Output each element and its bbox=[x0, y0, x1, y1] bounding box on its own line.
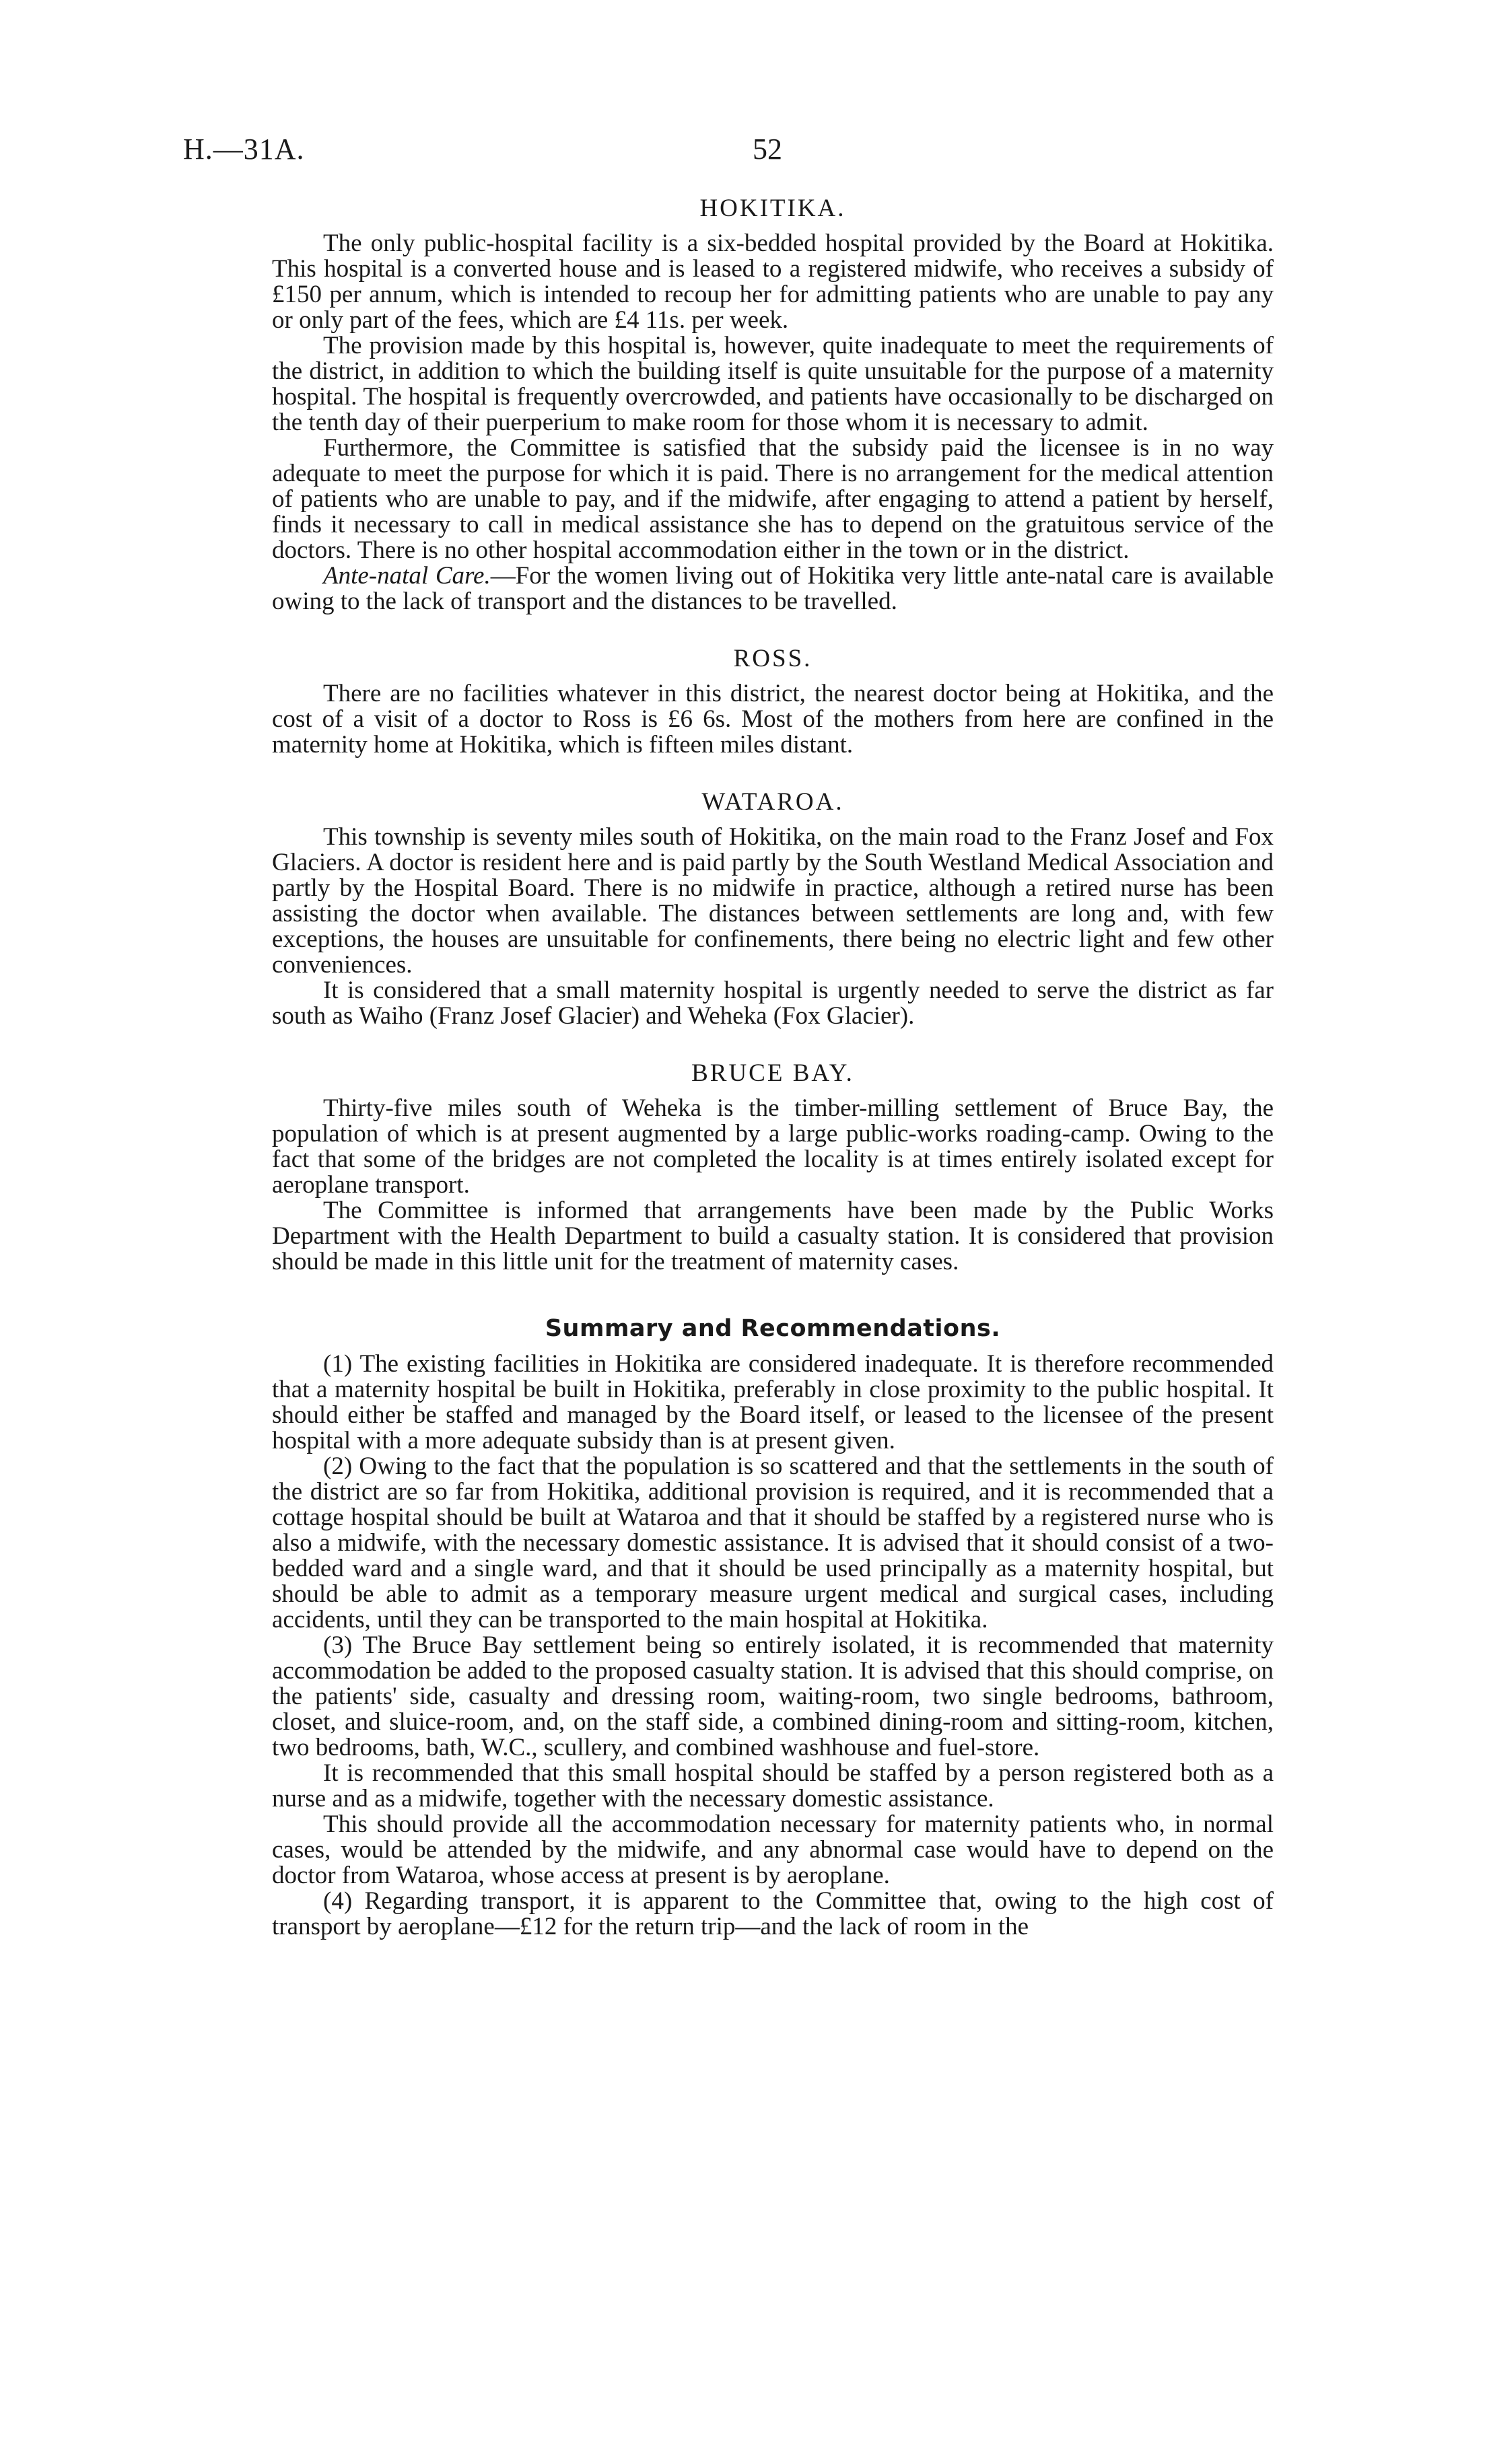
heading-bruce-bay: BRUCE BAY. bbox=[691, 1059, 854, 1087]
paragraph: (4) Regarding transport, it is apparent to the Committee that, owing to the high cost of transport by aeroplane—£12 for the return trip—and the lack of room in the bbox=[272, 1887, 1274, 1940]
paragraph: Thirty-five miles south of Weheka is the timber-milling settlement of Bruce Bay, the population of which is at present augmented by a large public-works roading-camp. Owing to the fact that some of the bridges are not completed the locality is at times entirely isolated except for aeroplane transport. bbox=[272, 1094, 1274, 1199]
ante-natal-lead: Ante-natal Care. bbox=[323, 562, 491, 590]
paragraph: The only public-hospital facility is a six-bedded hospital provided by the Board at Hokitika. This hospital is a converted house and is leased to a registered midwife, who receives a subsidy of £150 per annum, which is intended to recoup her for admitting patients who are unable to pay any or only part of the fees, which are £4 11s. per week. bbox=[272, 230, 1274, 334]
paragraph: (2) Owing to the fact that the population is so scattered and that the settlements in the south of the district are so far from Hokitika, additional provision is required, and it is recommended that a cottage hospital should be built at Wataroa and that it should be staffed by a registered nurse who is also a midwife, with the necessary domestic assistance. It is advised that it should consist of a two-bedded ward and a single ward, and that it should be used principally as a maternity hospital, but should be able to admit as a temporary measure urgent medical and surgical cases, including accidents, until they can be transported to the main hospital at Hokitika. bbox=[272, 1452, 1274, 1633]
heading-wataroa: WATAROA. bbox=[701, 788, 844, 816]
paragraph: This township is seventy miles south of Hokitika, on the main road to the Franz Josef and Fox Glaciers. A doctor is resident here and is paid partly by the South Westland Medical Association and partly by the Hospital Board. There is no midwife in practice, although a retired nurse has been assisting the doctor when available. The distances between settlements are long and, with few exceptions, the houses are unsuitable for confinements, there being no electric light and few other conveniences. bbox=[272, 823, 1274, 979]
paragraph: This should provide all the accommodation necessary for maternity patients who, in normal cases, would be attended by the midwife, and any abnormal case would have to depend on the doctor from Wataroa, whose access at present is by aeroplane. bbox=[272, 1810, 1274, 1889]
paragraph: (1) The existing facilities in Hokitika are considered inadequate. It is therefore recommended that a maternity hospital be built in Hokitika, preferably in close proximity to the public hospital. It should either be staffed and managed by the Board itself, or leased to the licensee of the present hospital with a more adequate subsidy than is at present given. bbox=[272, 1350, 1274, 1454]
page-number: 52 bbox=[753, 133, 782, 166]
ante-natal-text: —For the women living out of Hokitika very little ante-natal care is available owing to the lack of transport and the distances to be travelled. bbox=[272, 562, 1274, 615]
paragraph: The Committee is informed that arrangements have been made by the Public Works Department with the Health Department to build a casualty station. It is considered that provision should be made in this little unit for the treatment of maternity cases. bbox=[272, 1197, 1274, 1275]
paragraph: Furthermore, the Committee is satisfied that the subsidy paid the licensee is in no way adequate to meet the purpose for which it is paid. There is no arrangement for the medical attention of patients who are unable to pay, and if the midwife, after engaging to attend a patient by herself, finds it necessary to call in medical assistance she has to depend on the gratuitous service of the doctors. There is no other hospital accommodation either in the town or in the district. bbox=[272, 434, 1274, 564]
body-column bbox=[272, 194, 1274, 1940]
paragraph: The provision made by this hospital is, however, quite inadequate to meet the requirements of the district, in addition to which the building itself is quite unsuitable for the purpose of a maternity hospital. The hospital is frequently overcrowded, and patients have occasionally to be discharged on the tenth day of their puerperium to make room for those whom it is necessary to admit. bbox=[272, 332, 1274, 436]
paragraph: It is considered that a small maternity hospital is urgently needed to serve the district as far south as Waiho (Franz Josef Glacier) and Weheka (Fox Glacier). bbox=[272, 977, 1274, 1030]
paragraph: It is recommended that this small hospital should be staffed by a person registered both as a nurse and as a midwife, together with the necessary domestic assistance. bbox=[272, 1759, 1274, 1812]
heading-ross: ROSS. bbox=[733, 645, 812, 672]
paragraph: There are no facilities whatever in this district, the nearest doctor being at Hokitika, and the cost of a visit of a doctor to Ross is £6 6s. Most of the mothers from here are confined in the maternity home at Hokitika, which is fifteen miles distant. bbox=[272, 680, 1274, 759]
paragraph-ante-natal bbox=[272, 563, 1274, 614]
paragraph: (3) The Bruce Bay settlement being so entirely isolated, it is recommended that maternity accommodation be added to the proposed casualty station. It is advised that this should comprise, on the patients' side, casualty and dressing room, waiting-room, two single bedrooms, bathroom, closet, and sluice-room, and, on the staff side, a combined dining-room and sitting-room, kitchen, two bedrooms, bath, W.C., scullery, and combined washhouse and fuel-store. bbox=[272, 1631, 1274, 1761]
document-reference: H.—31A. bbox=[183, 133, 305, 166]
heading-summary: Summary and Recommendations. bbox=[545, 1315, 1001, 1342]
heading-hokitika: HOKITIKA. bbox=[699, 195, 846, 222]
